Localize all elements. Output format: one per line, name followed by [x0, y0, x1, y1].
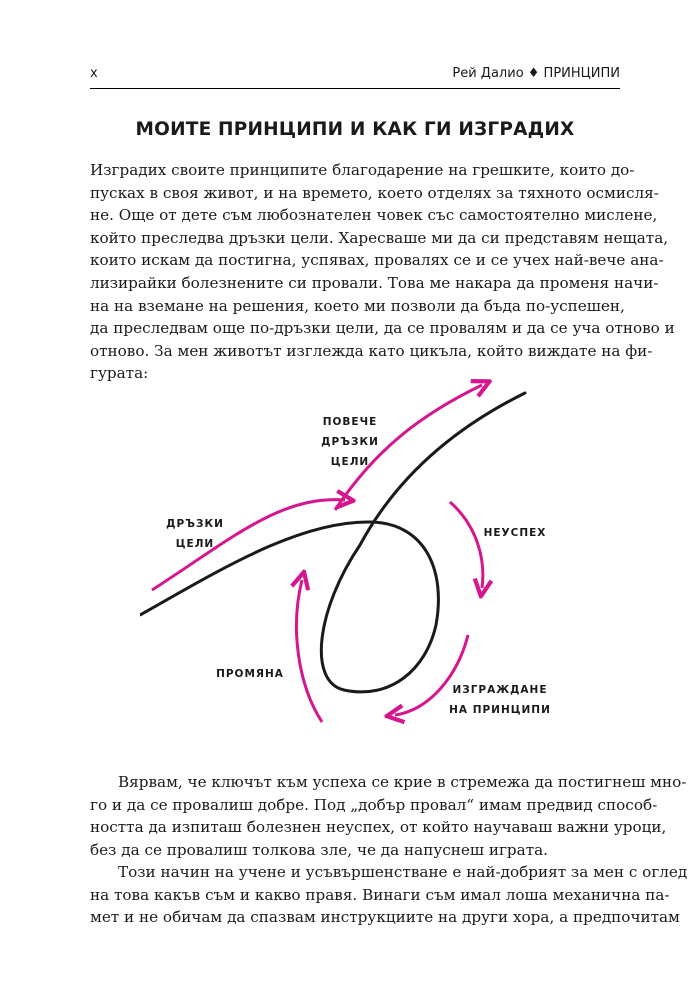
- text-line: Вярвам, че ключът към успеха се крие в стремежа да постигнеш мно-: [118, 773, 687, 791]
- label-failure: НЕУСПЕХ: [483, 527, 547, 539]
- text-line: отново. За мен животът изглежда като цикъла, който виждате на фи-: [90, 341, 653, 360]
- text-line: на това какъв съм и какво правя. Винаги съм имал лоша механична па-: [90, 885, 670, 904]
- text-line: на на вземане на решения, което ми позволи да бъда по-успешен,: [90, 296, 625, 315]
- chapter-title: МОИТЕ ПРИНЦИПИ И КАК ГИ ИЗГРАДИХ: [135, 119, 575, 140]
- text-line: лизирайки болезнените си провали. Това ме накара да променя начи-: [90, 273, 659, 292]
- life-cycle-diagram: [140, 370, 580, 740]
- label-line: ПОВЕЧЕ ДРЪЗКИ: [321, 416, 379, 448]
- text-line: мет и не обичам да спазвам инструкциите на други хора, а предпочитам: [90, 908, 680, 927]
- label-line: ЦЕЛИ: [175, 538, 215, 550]
- running-head: [90, 66, 620, 86]
- learning-paragraph: [90, 861, 688, 929]
- label-line: НА ПРИНЦИПИ: [449, 704, 551, 716]
- text-line: не. Още от дете съм любознателен човек със самостоятелно мислене,: [90, 206, 658, 225]
- label-line: ЦЕЛИ: [330, 456, 370, 468]
- text-line: гурата:: [90, 364, 149, 383]
- text-line: да преследвам още по-дръзки цели, да се провалям и да се уча отново и: [90, 319, 675, 338]
- text-line: който преследва дръзки цели. Харесваше ми да си представям нещата,: [90, 228, 669, 247]
- page-number: x: [90, 66, 98, 81]
- label-bolder-goals: [295, 412, 405, 472]
- book-title: Рей Далио ♦ ПРИНЦИПИ: [452, 66, 620, 81]
- text-line: които искам да постигна, успявах, провалях се и се учех най-вече ана-: [90, 251, 664, 270]
- arrow-to-failure: [450, 502, 483, 588]
- text-line: без да се провалиш толкова зле, че да напуснеш играта.: [90, 840, 548, 859]
- label-building-principles: [440, 680, 560, 720]
- label-line: ИЗГРАЖДАНЕ: [452, 684, 548, 696]
- arrow-to-change: [296, 580, 322, 722]
- text-line: Изградих своите принципите благодарение на грешките, които до-: [90, 161, 635, 179]
- text-line: Този начин на учене и усъвършенстване е най-добрият за мен с оглед: [118, 863, 688, 881]
- label-change: ПРОМЯНА: [216, 668, 284, 680]
- text-line: го и да се провалиш добре. Под „добър провал“ имам предвид способ-: [90, 795, 658, 814]
- header-rule: [90, 88, 620, 89]
- success-paragraph: [90, 771, 687, 861]
- intro-paragraph: [90, 159, 675, 385]
- text-line: пусках в своя живот, и на времето, което отделях за тяхното осмисля-: [90, 183, 659, 202]
- label-goals: [150, 514, 240, 554]
- text-line: ността да изпиташ болезнен неуспех, от който научаваш важни уроци,: [90, 818, 667, 837]
- label-line: ДРЪЗКИ: [166, 518, 224, 530]
